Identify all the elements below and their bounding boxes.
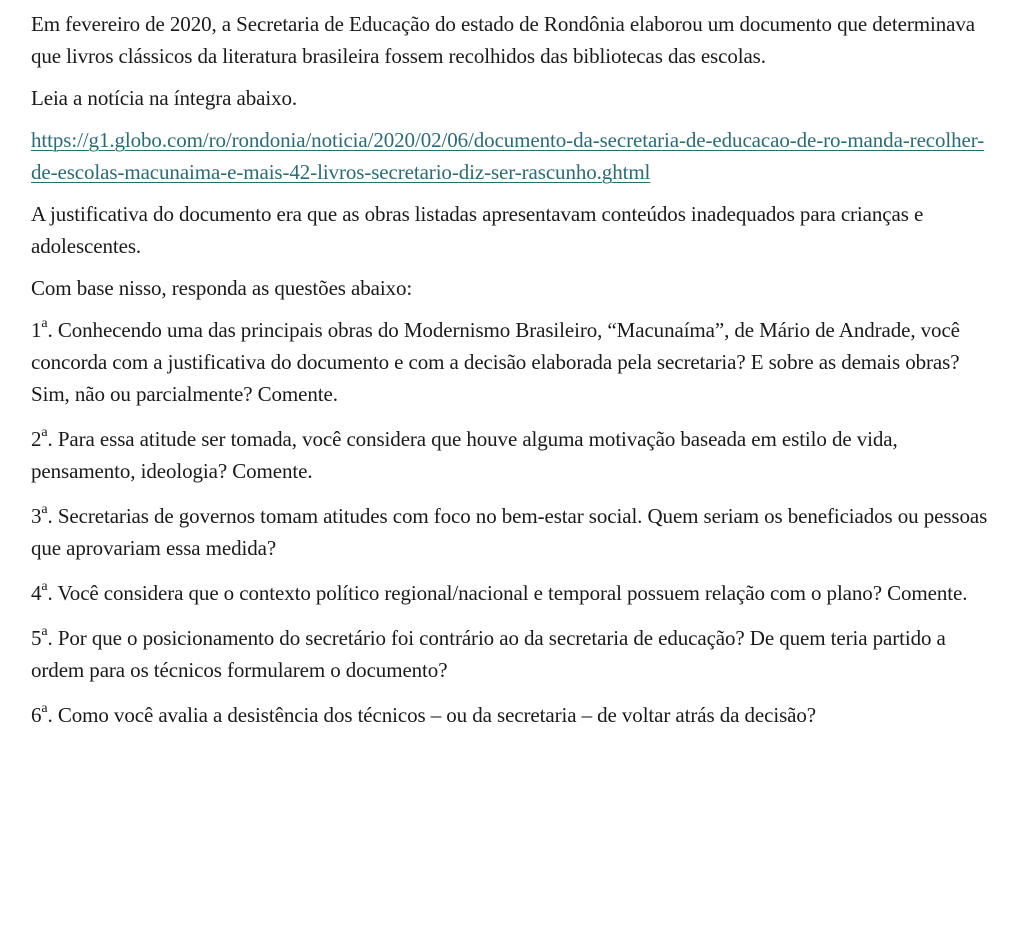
question-ordinal: a: [41, 624, 48, 639]
news-link[interactable]: https://g1.globo.com/ro/rondonia/noticia/2020/02/06/documento-da-secretaria-de-educacao-de-ro-manda-recolher-de-escolas-macunaima-e-mais-42-livros-secretario-diz-ser-rascunho.ghtml: [31, 128, 985, 184]
question-text: . Secretarias de governos tomam atitudes com foco no bem-estar social. Quem seriam os beneficiados ou pessoas que aprovariam essa medida?: [31, 504, 988, 560]
question-ordinal: a: [41, 579, 48, 594]
read-prompt: Leia a notícia na íntegra abaixo.: [31, 86, 298, 110]
instructions-paragraph: Com base nisso, responda as questões abaixo:: [31, 276, 413, 300]
question-number: 2: [31, 427, 42, 451]
question-ordinal: a: [41, 316, 48, 331]
news-link-paragraph: [31, 124, 989, 188]
question-number: 5: [31, 626, 42, 650]
question-ordinal: a: [41, 502, 48, 517]
question-ordinal: a: [41, 701, 48, 716]
question-number: 3: [31, 504, 42, 528]
question-number: 6: [31, 703, 42, 727]
question-text: . Para essa atitude ser tomada, você considera que houve alguma motivação baseada em estilo de vida, pensamento, ideologia? Comente.: [31, 427, 898, 483]
question-text: . Conhecendo uma das principais obras do Modernismo Brasileiro, “Macunaíma”, de Mário de Andrade, você concorda com a justificativa do documento e com a decisão elaborada pela secretaria? E sobre as demais obras? Sim, não ou parcialmente? Comente.: [31, 318, 960, 406]
question-3: [31, 500, 989, 564]
question-4: [31, 577, 989, 609]
question-6: [31, 699, 989, 731]
intro-paragraph: Em fevereiro de 2020, a Secretaria de Educação do estado de Rondônia elaborou um documento que determinava que livros clássicos da literatura brasileira fossem recolhidos das bibliotecas das escolas.: [31, 12, 975, 68]
justification-paragraph: A justificativa do documento era que as obras listadas apresentavam conteúdos inadequados para crianças e adolescentes.: [31, 202, 924, 258]
question-number: 4: [31, 581, 42, 605]
question-1: [31, 314, 989, 410]
question-number: 1: [31, 318, 42, 342]
question-2: [31, 423, 989, 487]
question-text: . Como você avalia a desistência dos técnicos – ou da secretaria – de voltar atrás da decisão?: [47, 703, 816, 727]
question-ordinal: a: [41, 425, 48, 440]
question-text: . Por que o posicionamento do secretário foi contrário ao da secretaria de educação? De quem teria partido a ordem para os técnicos formularem o documento?: [31, 626, 946, 682]
question-text: . Você considera que o contexto político regional/nacional e temporal possuem relação com o plano? Comente.: [47, 581, 968, 605]
question-5: [31, 622, 989, 686]
